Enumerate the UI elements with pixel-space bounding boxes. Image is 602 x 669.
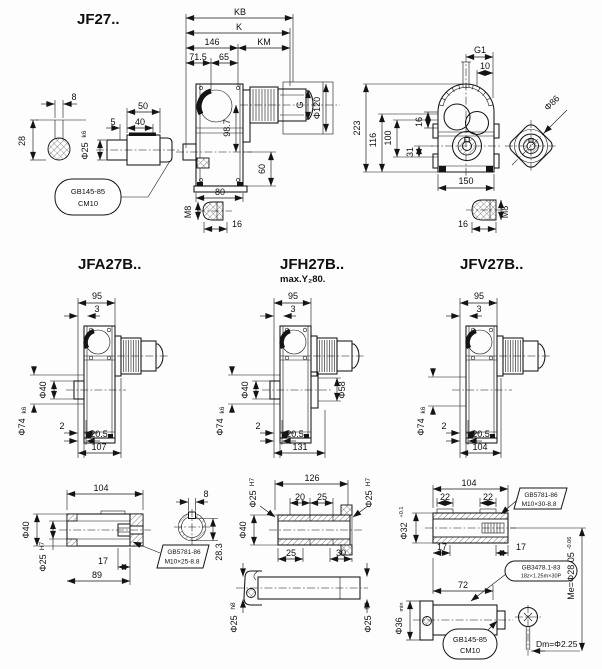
jf27-key-detail-right xyxy=(458,200,510,233)
jfh-dim-74: Φ74 xyxy=(215,418,225,436)
dim-120: Φ120 xyxy=(312,96,322,120)
jf27-key-detail-left xyxy=(183,202,242,233)
sh-dim-25h8-right-fit: h8 xyxy=(364,602,371,610)
jfv-dim-20-5: 20.5 xyxy=(472,429,490,439)
sv-dim-36: Φ36 xyxy=(394,617,404,635)
sa-dim-89: 89 xyxy=(91,570,103,580)
dim-86: Φ86 xyxy=(542,93,562,113)
dim-71-5: 71.5 xyxy=(189,52,207,62)
jf27-flange-view xyxy=(505,93,567,172)
jfv27b-section xyxy=(416,256,550,458)
sh-dim-40: Φ40 xyxy=(238,521,248,539)
jf27-input-shaft xyxy=(55,101,179,215)
dim-shaft-dia-fit: k6 xyxy=(81,130,88,138)
jf27-key-cross-section xyxy=(17,92,86,160)
sh-dim-25h7-left-fit: H7 xyxy=(249,477,256,487)
dim-16-right: 16 xyxy=(457,219,469,229)
dim-KM: KM xyxy=(257,37,271,47)
sv-dim-me: Me=Φ28.05 xyxy=(566,552,576,600)
callout-cm10: CM10 xyxy=(77,199,99,208)
input-cover-crescent xyxy=(199,91,211,114)
jfh-dim-95: 95 xyxy=(287,291,299,301)
dim-shaft-dia: Φ25 xyxy=(80,142,90,160)
dim-150: 150 xyxy=(458,176,474,186)
jf27-title: JF27.. xyxy=(77,11,120,28)
dim-G: G xyxy=(295,101,305,109)
dim-98-7: 98.7 xyxy=(222,119,232,137)
jfh-dim-58: Φ58 xyxy=(337,381,347,399)
dim-5: 5 xyxy=(110,117,116,127)
jfa27b-section xyxy=(17,256,168,458)
sh-dim-25a: 25 xyxy=(316,492,328,502)
dim-116: 116 xyxy=(368,132,378,148)
sa-bolt-size: M10×25-8.8 xyxy=(164,558,200,566)
jfv-dim-104: 104 xyxy=(472,442,488,452)
dim-M8-left: M8 xyxy=(183,205,193,219)
sv-dim-me-tol: -0.06 xyxy=(567,536,573,550)
sh-dim-25b: 25 xyxy=(285,548,297,558)
sa-dim-104: 104 xyxy=(93,483,109,493)
dim-100: 100 xyxy=(383,130,393,146)
sa-dim-17: 17 xyxy=(97,556,109,566)
sh-dim-30: 30 xyxy=(335,548,347,558)
sa-dim-25-fit: H7 xyxy=(39,541,46,551)
jfv-housing xyxy=(466,326,497,438)
shaft-section-circle xyxy=(48,138,70,160)
callout-leader xyxy=(121,161,170,197)
sh-dim-25h7-right: Φ25 xyxy=(364,490,374,508)
shaft-detail-h xyxy=(229,473,374,633)
dim-146: 146 xyxy=(204,37,220,47)
sv-gb145: GB145-85 xyxy=(452,635,488,644)
sv-cm10: CM10 xyxy=(459,646,481,655)
jfv-dim-2: 2 xyxy=(441,421,447,431)
sv-dim-32: Φ32 xyxy=(399,522,409,540)
sv-dim-72: 72 xyxy=(457,580,469,590)
jf27-side-view xyxy=(176,7,340,202)
jfa-dim-74-fit: k6 xyxy=(21,406,28,414)
sh-retaining-ring-top xyxy=(341,505,352,515)
jf27-section xyxy=(17,7,567,233)
sh-dim-25h8-left: Φ25 xyxy=(229,615,239,633)
jfh-title: JFH27B.. xyxy=(280,256,345,273)
sv-dim-22a: 22 xyxy=(439,492,451,502)
jfh-dim-131: 131 xyxy=(292,442,308,452)
sa-bolt-std: GB5781-86 xyxy=(167,549,201,556)
jfv-dim-3: 3 xyxy=(476,304,482,314)
jfa-dim-74: Φ74 xyxy=(17,418,27,436)
dim-key-width: 8 xyxy=(71,92,77,102)
dim-40: 40 xyxy=(134,117,146,127)
sh-dim-25h7-left: Φ25 xyxy=(248,490,258,508)
sv-dim-22b: 22 xyxy=(482,492,494,502)
sv-collar-section xyxy=(423,617,432,626)
dim-key-height: 28 xyxy=(17,135,27,147)
sh-dim-20: 20 xyxy=(294,492,306,502)
sv-dim-32-tol: +0.1 xyxy=(399,506,405,518)
key-bar xyxy=(129,133,156,137)
sv-spline-std: GB3478.1-83 xyxy=(521,564,561,572)
jfh-dim-2: 2 xyxy=(255,421,261,431)
dim-80: 80 xyxy=(214,187,226,197)
jfa-dim-20-5: 20.5 xyxy=(90,429,108,439)
jfh-dim-20-5: 20.5 xyxy=(286,429,304,439)
jfv-title: JFV27B.. xyxy=(460,256,524,273)
jfa-housing xyxy=(84,326,115,438)
shaft-detail-a xyxy=(21,483,224,585)
center-hole-callout-bubble xyxy=(55,179,121,215)
jf27-front-view xyxy=(352,45,501,191)
jfv-dim-74: Φ74 xyxy=(416,418,426,436)
sh-circlip-section xyxy=(247,589,256,598)
sv-dim-17a: 17 xyxy=(436,542,448,552)
sv-dim-dm: Dm=Φ2.25 xyxy=(536,639,578,649)
dim-K: K xyxy=(235,22,243,32)
jfh-dim-3: 3 xyxy=(290,304,296,314)
jfv-dim-74-fit: k6 xyxy=(420,406,427,414)
jfh-dim-74-fit: k6 xyxy=(219,406,226,414)
jfa-dim-107: 107 xyxy=(91,442,107,452)
dim-223: 223 xyxy=(352,120,362,136)
sv-dim-36-min: min xyxy=(399,602,405,612)
sv-spline-spec: 18z×1.25m×30P xyxy=(520,573,562,580)
shaft-detail-v xyxy=(394,478,586,659)
callout-gb145: GB145-85 xyxy=(70,187,106,196)
dim-60: 60 xyxy=(257,163,267,175)
sa-dim-8: 8 xyxy=(203,489,209,499)
sv-dim-17b: 17 xyxy=(515,542,527,552)
sa-dim-25: Φ25 xyxy=(38,554,48,572)
dim-KB: KB xyxy=(233,7,247,17)
sv-bolt-std: GB5781-86 xyxy=(524,492,558,499)
dim-16-left: 16 xyxy=(231,219,243,229)
jfh-dim-40: Φ40 xyxy=(240,381,250,399)
sa-dim-40: Φ40 xyxy=(21,521,31,539)
jfa-dim-40: Φ40 xyxy=(38,381,48,399)
dim-65: 65 xyxy=(218,52,230,62)
jfa-dim-95: 95 xyxy=(91,291,103,301)
sh-dim-25h7-right-fit: H7 xyxy=(365,477,372,487)
sh-dim-126: 126 xyxy=(304,473,320,483)
jfv-dim-95: 95 xyxy=(473,291,485,301)
jfa-title: JFA27B.. xyxy=(78,256,142,273)
dim-G1: G1 xyxy=(473,45,487,55)
dim-31: 31 xyxy=(405,146,415,158)
dim-10: 10 xyxy=(479,61,491,71)
hollow-bore-section xyxy=(197,158,209,168)
jfa-dim-2: 2 xyxy=(59,421,65,431)
dim-16-front: 16 xyxy=(414,116,424,128)
jfh27b-section xyxy=(215,256,364,458)
dim-50: 50 xyxy=(137,101,149,111)
jfh-housing xyxy=(280,326,311,438)
output-keyway xyxy=(465,138,469,142)
sv-bolt-size: M10×30-8.8 xyxy=(521,501,557,508)
sh-dim-25h8-right: Φ25 xyxy=(363,615,373,633)
sh-dim-25h8-left-fit: h8 xyxy=(230,602,237,610)
sv-dim-104: 104 xyxy=(461,478,477,488)
jfh-subtitle: max.Y₂80. xyxy=(280,274,326,285)
jfa-dim-3: 3 xyxy=(94,304,100,314)
dim-M8-right: M8 xyxy=(500,205,510,219)
sa-dim-28-3: 28.3 xyxy=(214,543,224,561)
motor-flange xyxy=(243,90,250,142)
